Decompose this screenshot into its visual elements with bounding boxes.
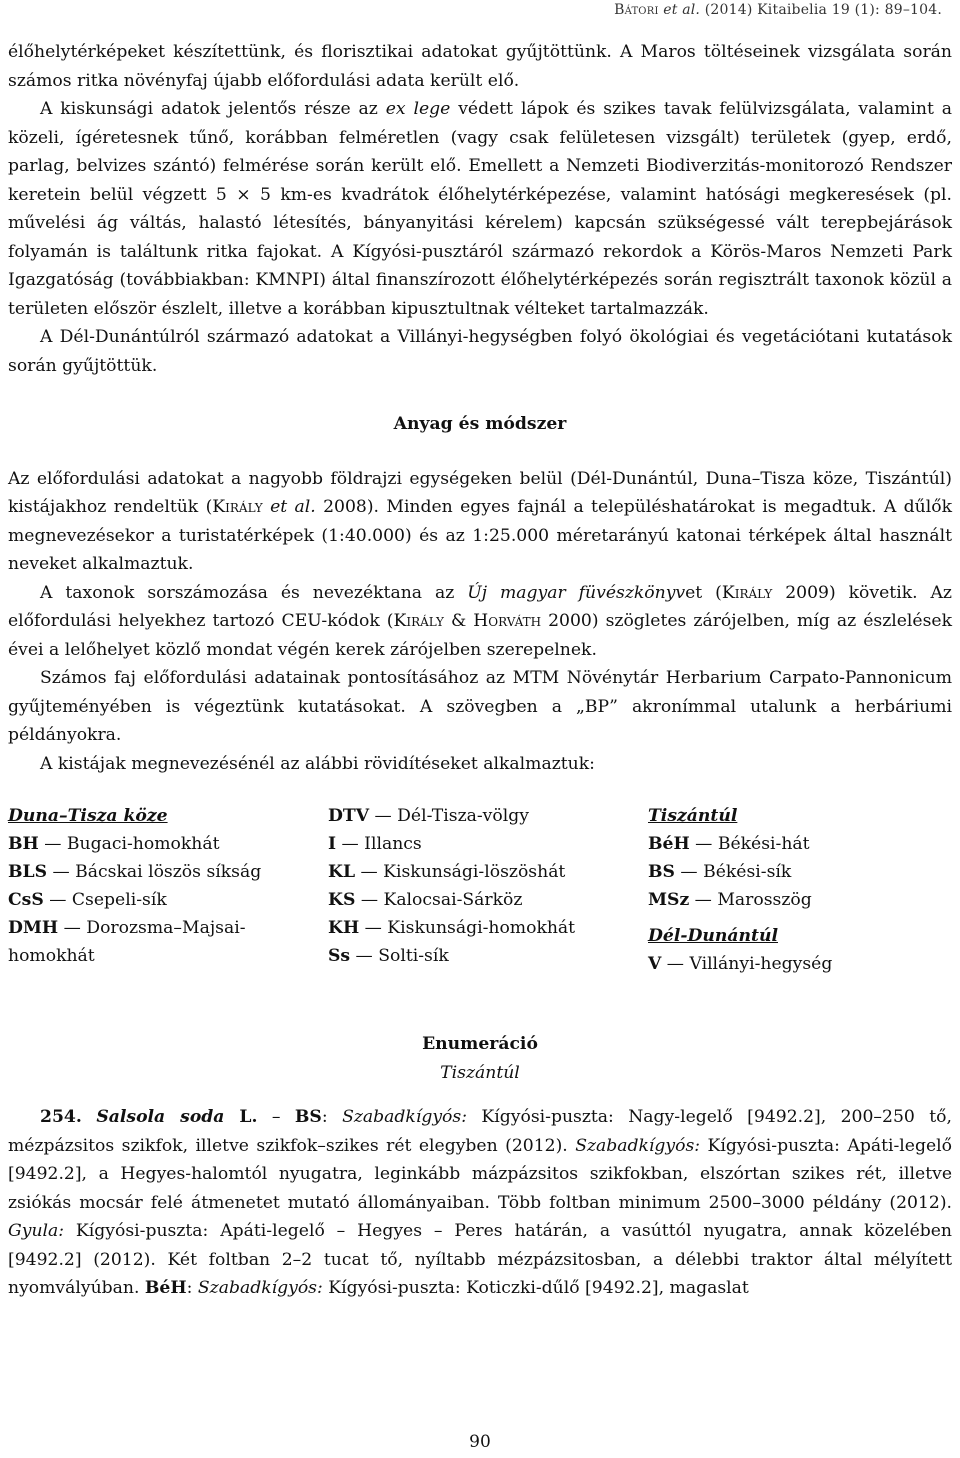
abbreviation-name: — Villányi-hegység — [661, 954, 833, 974]
intro-paragraph-3: A Dél-Dunántúlról származó adatokat a Villányi-hegységben folyó ökológiai és vegetációtani kutatások során gyűjtöttük. — [8, 327, 952, 376]
abbreviation-name: — Kalocsai-Sárköz — [355, 890, 523, 910]
abbreviation-code: DMH — [8, 918, 59, 938]
abbreviation-item — [328, 942, 648, 970]
methods-p2-text-c: 2009) követik. Az előfordulási helyekhez tartozó CEU-kódok ( — [8, 582, 952, 631]
methods-heading: Anyag és módszer — [393, 414, 567, 434]
methods-p2-author-1: Király — [721, 582, 773, 603]
abbreviation-name: — Dél-Tisza-völgy — [369, 806, 529, 826]
abbreviation-item — [328, 802, 648, 830]
abbreviation-name: — Bugaci-homokhát — [38, 834, 220, 854]
methods-p1-text-a: Az előfordulási adatokat a nagyobb földrajzi egységeken belül (Dél-Dunántúl, Duna–Tisza köze, Tiszántúl) kistájakhoz rendeltük ( — [8, 468, 952, 517]
entry-text: Kígyósi-puszta: Koticzki-dűlő [9492.2], magaslat — [322, 1278, 749, 1298]
abbreviation-item — [8, 886, 328, 914]
abbreviation-item — [8, 914, 328, 970]
methods-paragraph-1 — [8, 465, 952, 579]
abbreviation-name: — Marosszög — [689, 890, 812, 910]
abbreviation-code: KL — [328, 862, 356, 882]
abbreviation-code: CsS — [8, 890, 44, 910]
entry-text: Kígyósi-puszta: Apáti-legelő [9492.2], a Hegyes-halomtól nyugatra, leginkább mázpázsitos szikfokban, elszórtan szikes rét, illetve zsiókás mocsár felé átmenetet mutató állományaiban. Több foltban minimum 2500–3000 példány (2012). — [8, 1135, 952, 1213]
header-citation: (2014) Kitaibelia 19 (1): 89–104. — [704, 2, 942, 18]
abbreviation-name: — Solti-sík — [350, 946, 449, 966]
abbreviation-item — [648, 886, 952, 914]
methods-p1-text-b: 2008). Minden egyes fajnál a településhatárokat is megadtuk. A dűlők megnevezésekor a turistatérképek (1:40.000) és az 1:25.000 méretarányú katonai térképek által használt neveket alkalmaztuk. — [8, 497, 953, 574]
intro-p2-italic: ex lege — [385, 99, 451, 119]
species-entry — [8, 1103, 952, 1303]
region-heading: Tiszántúl — [648, 806, 738, 826]
abbreviation-name: — Kiskunsági-löszöshát — [355, 862, 566, 882]
species-number: 254. — [40, 1107, 82, 1127]
locality-name: Gyula: — [8, 1221, 65, 1241]
body-text — [8, 38, 952, 1303]
methods-p2-book-title: Új magyar füvészkönyv — [467, 582, 686, 603]
enumeration-heading: Enumeráció — [422, 1034, 538, 1054]
abbreviation-column-3 — [648, 802, 952, 978]
abbreviation-code: V — [648, 954, 662, 974]
document-page — [8, 0, 952, 1458]
abbreviation-item — [648, 858, 952, 886]
entry-text: : — [321, 1107, 343, 1127]
locality-name: Szabadkígyós: — [575, 1135, 701, 1156]
abbreviation-item — [648, 950, 952, 978]
abbreviation-code: KH — [328, 918, 360, 938]
intro-p2-text-b: védett lápok és szikes tavak felülvizsgálata, valamint a közeli, ígéretesnek tűnő, korábban felméretlen (vagy csak felületesen vizsgált) területek (gyep, erdő, parlag, belvizes szántó) felmérése során került elő. Emellett a Nemzeti Biodiverzitás-monitorozó Rendszer keretein belül végzett 5 × 5 km-es kvadrátok élőhelytérképezése, valamint hatósági megkeresések (pl. művelési ág váltás, halastó létesítés, bányanyitási kérelem) kapcsán szükségessé vált terepbejárások folyamán is találtunk ritka fajokat. A Kígyósi-pusztáról származó rekordok a Körös-Maros Nemzeti Park Igazgatóság (továbbiakban: KMNPI) által finanszírozott élőhelytérképezés során regisztrált taxonok közül a területen először észlelt, illetve a korábban kipusztultnak vélteket tartalmazzák. — [8, 99, 953, 319]
methods-p2-ampersand: & — [443, 611, 474, 631]
abbreviation-code: BLS — [8, 862, 48, 882]
abbreviation-item — [328, 858, 648, 886]
abbreviation-code: KS — [328, 890, 356, 910]
species-author: L. — [224, 1107, 258, 1127]
abbreviation-code: BH — [8, 834, 39, 854]
abbreviation-name: — Illancs — [336, 834, 422, 854]
methods-p2-text-b: et ( — [685, 582, 722, 603]
abbreviation-name: — Békési-sík — [674, 862, 792, 882]
abbreviation-table — [8, 802, 952, 978]
intro-paragraph-2 — [8, 95, 952, 323]
abbreviation-item — [8, 830, 328, 858]
abbreviation-column-1 — [8, 802, 328, 978]
species-dash: – — [257, 1107, 295, 1127]
species-name: Salsola soda — [96, 1107, 225, 1127]
methods-p2-author-2: Király — [393, 611, 444, 631]
abbreviation-item — [328, 886, 648, 914]
abbreviation-code: I — [328, 834, 337, 854]
entry-text: Kígyósi-puszta: Nagy-legelő [9492.2], 200–250 tő, mézpázsitos szikfok, illetve szikfok–szikes rét elegyben (2012). — [8, 1107, 952, 1156]
page-number: 90 — [469, 1432, 491, 1452]
abbreviation-name: — Kiskunsági-homokhát — [359, 918, 576, 938]
abbreviation-column-2 — [328, 802, 648, 978]
methods-p1-author: Király — [212, 497, 263, 517]
methods-p2-text-d: 2000) szögletes zárójelben, míg az észlelések évei a lelőhelyet közlő mondat végén kerek zárójelben szerepelnek. — [8, 611, 952, 660]
entry-text: : — [186, 1278, 198, 1298]
locality-name: Szabadkígyós: — [342, 1107, 467, 1127]
abbreviation-item — [328, 914, 648, 942]
abbreviation-code: Ss — [328, 946, 351, 966]
methods-p1-etal: et al. — [270, 497, 316, 517]
methods-p2-text-a: A taxonok sorszámozása és nevezéktana az — [40, 582, 468, 603]
abbreviation-name: — Csepeli-sík — [43, 890, 167, 910]
region-code: BS — [294, 1107, 322, 1127]
header-author: Bátori — [614, 2, 659, 18]
entry-text: Kígyósi-puszta: Apáti-legelő – Hegyes – Peres határán, a vasúttól nyugatra, annak közelében [9492.2] (2012). Két foltban 2–2 tucat tő, nyíltabb mézpázsitosban, a délebbi traktor által mélyített nyomvályúban. — [8, 1221, 952, 1298]
abbreviation-item — [328, 830, 648, 858]
abbreviation-name: — Békési-hát — [689, 834, 810, 854]
running-header — [614, 2, 942, 18]
abbreviation-name: — Bácskai löszös síkság — [47, 862, 262, 882]
abbreviation-code: DTV — [328, 806, 370, 826]
abbreviation-name: — Dorozsma–Majsai-homokhát — [8, 918, 246, 966]
locality-name: Szabadkígyós: — [197, 1278, 323, 1298]
abbreviation-code: MSz — [648, 890, 690, 910]
header-etal: et al. — [663, 2, 701, 18]
region-code: BéH — [144, 1278, 187, 1298]
abbreviation-item — [8, 858, 328, 886]
region-heading: Duna–Tisza köze — [8, 806, 168, 826]
abbreviation-code: BS — [648, 862, 675, 882]
methods-paragraph-4: A kistájak megnevezésénél az alábbi rövidítéseket alkalmaztuk: — [40, 753, 595, 774]
intro-p2-text-a: A kiskunsági adatok jelentős része az — [40, 99, 386, 119]
region-heading: Dél-Dunántúl — [648, 926, 778, 946]
methods-paragraph-3: Számos faj előfordulási adatainak pontosításához az MTM Növénytár Herbarium Carpato-Pannonicum gyűjteményében is végeztünk kutatásokat. A szövegben a „BP” akronímmal utalunk a herbáriumi példányokra. — [8, 668, 952, 745]
enumeration-subheading: Tiszántúl — [440, 1062, 520, 1083]
methods-p2-author-3: Horváth — [473, 611, 542, 631]
abbreviation-code: BéH — [648, 834, 690, 854]
methods-paragraph-2 — [8, 579, 952, 665]
abbreviation-item — [648, 830, 952, 858]
intro-paragraph-1: élőhelytérképeket készítettünk, és florisztikai adatokat gyűjtöttünk. A Maros töltéseinek vizsgálata során számos ritka növényfaj újabb előfordulási adata került elő. — [8, 42, 952, 91]
